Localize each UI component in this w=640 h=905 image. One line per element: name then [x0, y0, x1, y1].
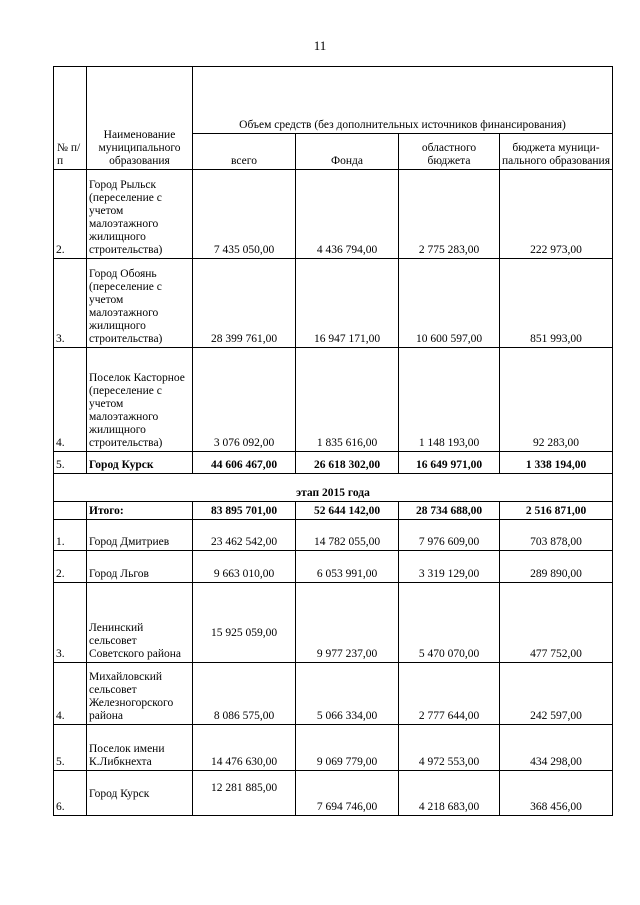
total-row [54, 502, 613, 520]
header-municipal: бюджета муници-пального образования [500, 134, 613, 170]
header-fund: Фонда [296, 134, 399, 170]
row-num: 4. [54, 348, 87, 452]
row-num: 1. [54, 520, 87, 551]
row-num: 5. [54, 725, 87, 771]
table-row [54, 663, 613, 725]
row-total: 15 925 059,00 [193, 583, 296, 663]
row-fund: 9 977 237,00 [296, 583, 399, 663]
row-fund: 14 782 055,00 [296, 520, 399, 551]
row-regional: 4 972 553,00 [399, 725, 500, 771]
table-row [54, 771, 613, 816]
row-num: 6. [54, 771, 87, 816]
table-row [54, 520, 613, 551]
row-total: 28 399 761,00 [193, 259, 296, 348]
table-row [54, 583, 613, 663]
row-name: Поселок имени К.Либкнехта [87, 725, 193, 771]
row-municipal: 222 973,00 [500, 170, 613, 259]
row-municipal: 703 878,00 [500, 520, 613, 551]
row-num: 5. [54, 452, 87, 474]
row-regional: 10 600 597,00 [399, 259, 500, 348]
row-regional: 7 976 609,00 [399, 520, 500, 551]
row-name: Город Льгов [87, 551, 193, 583]
row-total: 9 663 010,00 [193, 551, 296, 583]
row-municipal: 92 283,00 [500, 348, 613, 452]
row-num: 4. [54, 663, 87, 725]
funding-table [53, 66, 613, 816]
row-num: 3. [54, 583, 87, 663]
row-total: 3 076 092,00 [193, 348, 296, 452]
table-row [54, 170, 613, 259]
total-fund: 52 644 142,00 [296, 502, 399, 520]
table-row [54, 259, 613, 348]
header-volume: Объем средств (без дополнительных источников финансирования) [193, 67, 613, 134]
row-name: Поселок Касторное (переселение с учетом малоэтажного жилищного строительства) [87, 348, 193, 452]
row-name: Михайловский сельсовет Железногорского района [87, 663, 193, 725]
row-regional: 3 319 129,00 [399, 551, 500, 583]
row-name: Ленинский сельсовет Советского района [87, 583, 193, 663]
page-number: 11 [313, 38, 327, 53]
row-regional: 1 148 193,00 [399, 348, 500, 452]
row-regional: 4 218 683,00 [399, 771, 500, 816]
table-row [54, 725, 613, 771]
row-fund: 7 694 746,00 [296, 771, 399, 816]
header-regional: областного бюджета [399, 134, 500, 170]
stage-row [54, 474, 613, 502]
row-municipal: 289 890,00 [500, 551, 613, 583]
row-total: 7 435 050,00 [193, 170, 296, 259]
row-total: 14 476 630,00 [193, 725, 296, 771]
row-municipal: 477 752,00 [500, 583, 613, 663]
row-num: 3. [54, 259, 87, 348]
row-fund: 26 618 302,00 [296, 452, 399, 474]
row-municipal: 1 338 194,00 [500, 452, 613, 474]
row-regional: 2 775 283,00 [399, 170, 500, 259]
total-total: 83 895 701,00 [193, 502, 296, 520]
row-total: 23 462 542,00 [193, 520, 296, 551]
row-regional: 2 777 644,00 [399, 663, 500, 725]
table-row [54, 348, 613, 452]
row-municipal: 851 993,00 [500, 259, 613, 348]
table-row [54, 452, 613, 474]
row-name: Город Рыльск (переселение с учетом малоэтажного жилищного строительства) [87, 170, 193, 259]
row-name: Город Дмитриев [87, 520, 193, 551]
row-fund: 4 436 794,00 [296, 170, 399, 259]
row-name: Город Курск [87, 771, 193, 816]
row-num: 2. [54, 551, 87, 583]
total-num [54, 502, 87, 520]
row-fund: 1 835 616,00 [296, 348, 399, 452]
stage-title: этап 2015 года [54, 474, 613, 502]
row-fund: 16 947 171,00 [296, 259, 399, 348]
row-municipal: 434 298,00 [500, 725, 613, 771]
row-municipal: 242 597,00 [500, 663, 613, 725]
row-regional: 5 470 070,00 [399, 583, 500, 663]
header-name: Наименование муниципального образования [87, 67, 193, 170]
row-total: 44 606 467,00 [193, 452, 296, 474]
row-total: 8 086 575,00 [193, 663, 296, 725]
header-num: № п/п [54, 67, 87, 170]
row-num: 2. [54, 170, 87, 259]
row-fund: 9 069 779,00 [296, 725, 399, 771]
row-fund: 5 066 334,00 [296, 663, 399, 725]
header-row-top [54, 67, 613, 134]
header-total: всего [193, 134, 296, 170]
row-regional: 16 649 971,00 [399, 452, 500, 474]
row-fund: 6 053 991,00 [296, 551, 399, 583]
table-row [54, 551, 613, 583]
total-label: Итого: [87, 502, 193, 520]
row-name: Город Курск [87, 452, 193, 474]
row-name: Город Обоянь (переселение с учетом малоэтажного жилищного строительства) [87, 259, 193, 348]
row-municipal: 368 456,00 [500, 771, 613, 816]
total-regional: 28 734 688,00 [399, 502, 500, 520]
total-municipal: 2 516 871,00 [500, 502, 613, 520]
row-total: 12 281 885,00 [193, 771, 296, 816]
